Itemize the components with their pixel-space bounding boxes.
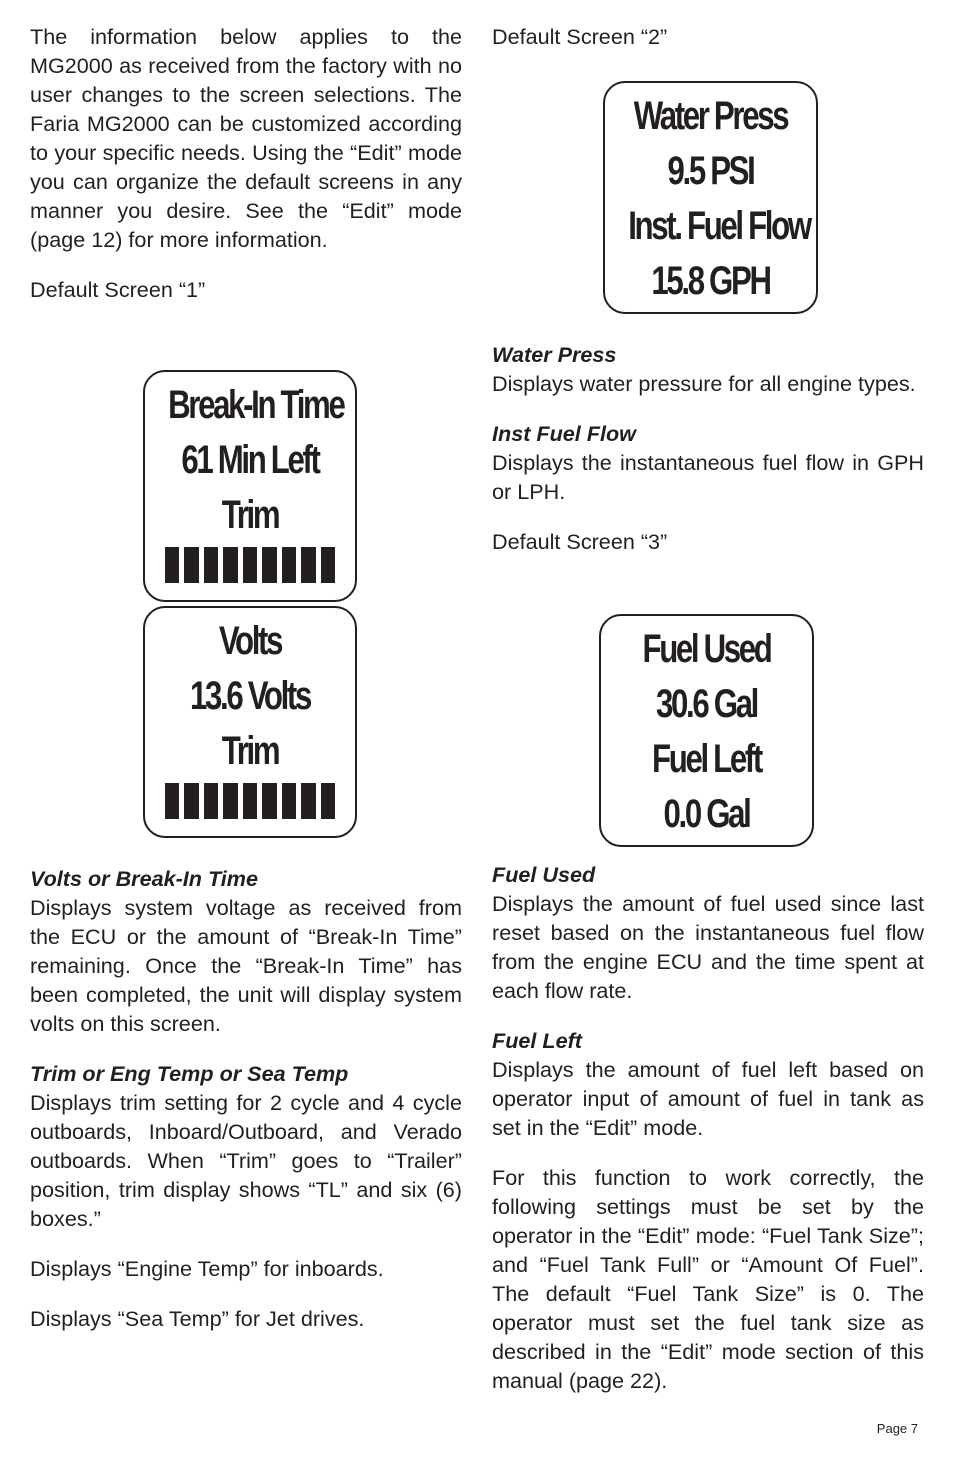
lcd-line: Fuel Left <box>652 737 761 781</box>
right-column <box>492 22 924 1393</box>
lcd-line: Fuel Used <box>642 627 771 671</box>
lcd-line: Trim <box>221 493 279 537</box>
trim-box <box>282 783 297 819</box>
trim-box <box>184 783 199 819</box>
section-heading: Inst Fuel Flow <box>492 421 636 446</box>
trim-box <box>165 783 180 819</box>
lcd-line: Inst. Fuel Flow <box>628 204 810 248</box>
lcd-line: 0.0 Gal <box>663 792 750 836</box>
lcd-screen-volts <box>143 606 357 838</box>
closing-paragraph: For this function to work correctly, the following settings must be set by the operator in the “Edit” mode: “Fuel Tank Size”; and “Fuel Tank Full” or “Amount Of Fuel”. The default “Fuel Tank Size” is 0. The operator must set the fuel tank size as described in the “Edit” mode section of this manual (page 22). <box>492 1165 924 1393</box>
trim-box <box>243 783 258 819</box>
left-column <box>30 22 462 1331</box>
trim-box <box>223 783 238 819</box>
section-fuel-left <box>492 1026 924 1142</box>
trim-box <box>262 547 277 583</box>
section-body: Displays system voltage as received from the ECU or the amount of “Break-In Time” remaining. Once the “Break-In Time” has been completed, the unit will display system volts on this screen. <box>30 895 462 1036</box>
trim-bar-graph <box>145 783 355 819</box>
trim-box <box>204 547 219 583</box>
trim-box <box>184 547 199 583</box>
trim-box <box>204 783 219 819</box>
trim-box <box>262 783 277 819</box>
section-body: Displays the instantaneous fuel flow in GPH or LPH. <box>492 450 924 504</box>
section-heading: Water Press <box>492 342 617 367</box>
lcd-line: 15.8 GPH <box>651 259 770 303</box>
lcd-line: Trim <box>221 729 279 773</box>
trim-box <box>321 783 336 819</box>
lcd-line: 61 Min Left <box>181 438 319 482</box>
left-sections <box>30 864 462 1333</box>
section-water-press <box>492 340 924 398</box>
trim-box <box>223 547 238 583</box>
lcd-line: Volts <box>218 619 282 663</box>
section-heading: Fuel Used <box>492 862 596 887</box>
section-body: Displays the amount of fuel left based on operator input of amount of fuel in tank as set in the “Edit” mode. <box>492 1057 924 1140</box>
section-fuel-used <box>492 860 924 1005</box>
section-inst-fuel-flow <box>492 419 924 506</box>
section-body: Displays trim setting for 2 cycle and 4 cycle outboards, Inboard/Outboard, and Verado outboards. When “Trim” goes to “Trailer” position, trim display shows “TL” and six (6) boxes.” <box>30 1090 462 1231</box>
trim-box <box>282 547 297 583</box>
trim-box <box>165 547 180 583</box>
lcd-line: 30.6 Gal <box>656 682 757 726</box>
right-sections-bottom <box>492 860 924 1395</box>
section-volts <box>30 864 462 1038</box>
trim-box <box>301 783 316 819</box>
lcd-line: 13.6 Volts <box>190 674 310 718</box>
note-engine-temp: Displays “Engine Temp” for inboards. <box>30 1256 384 1281</box>
section-heading: Fuel Left <box>492 1028 582 1053</box>
note-sea-temp: Displays “Sea Temp” for Jet drives. <box>30 1306 365 1331</box>
page-number: Page 7 <box>876 1421 918 1436</box>
right-sections-top <box>492 340 924 556</box>
lcd-line: Break-In Time <box>168 383 344 427</box>
screen1-caption: Default Screen “1” <box>30 277 206 302</box>
trim-bar-graph <box>145 547 355 583</box>
trim-box <box>321 547 336 583</box>
screen3-caption: Default Screen “3” <box>492 529 668 554</box>
section-body: Displays the amount of fuel used since last reset based on the instantaneous fuel flow from the engine ECU and the time spent at each flow rate. <box>492 891 924 1003</box>
lcd-screen-fuel-used <box>599 614 814 847</box>
lcd-line: Water Press <box>633 94 788 138</box>
section-trim <box>30 1059 462 1233</box>
section-body: Displays water pressure for all engine types. <box>492 371 916 396</box>
lcd-screen-break-in <box>143 370 357 602</box>
trim-box <box>243 547 258 583</box>
lcd-line: 9.5 PSI <box>667 149 754 193</box>
intro-paragraph: The information below applies to the MG2000 as received from the factory with no user changes to the screen selections. The Faria MG2000 can be customized according to your specific needs. Using the “Edit” mode you can organize the default screens in any manner you desire. See the “Edit” mode (page 12) for more information. <box>30 24 462 252</box>
screen2-caption: Default Screen “2” <box>492 24 668 49</box>
lcd-screen-water-fuel-flow <box>603 81 818 314</box>
section-heading: Trim or Eng Temp or Sea Temp <box>30 1061 349 1086</box>
trim-box <box>301 547 316 583</box>
section-heading: Volts or Break-In Time <box>30 866 258 891</box>
